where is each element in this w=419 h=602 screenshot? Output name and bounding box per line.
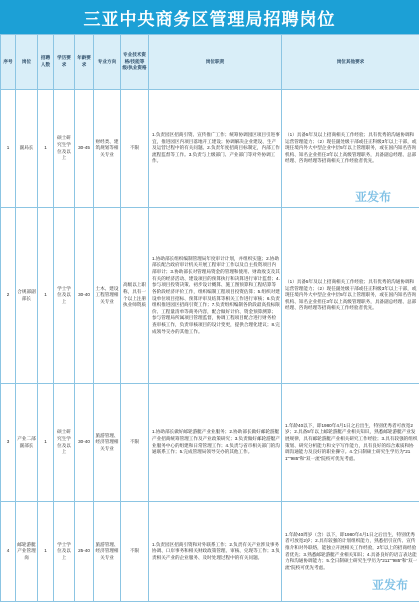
page-title: 三亚中央商务区管理局招聘岗位 — [0, 0, 419, 34]
cell-qualification: 高级以上职称，具有一个以上注册执业师资质 — [121, 208, 149, 384]
header-seq: 序号 — [1, 35, 16, 90]
table-header-row — [1, 35, 419, 90]
header-qualification: 专业技术资格/技能等级/执业资格 — [121, 35, 149, 90]
cell-age: 25-40 — [75, 502, 94, 602]
cell-count: 1 — [38, 384, 54, 502]
cell-position: 产业二部副部长 — [16, 384, 38, 502]
cell-requirements: （1）具备5年及以上招商相关工作经验；具有优秀的沟通协调和运营管理能力；（2）现任副处级干部或任正科级3年以上干部，或现任境内外大中型企业中层5年以上管理职务，或在国内知名咨询机构、知名企业担任3年以上高级管理职务，具备副总经理、总部经理、咨询经理等招商相关工作经验者优先。 — [282, 208, 419, 384]
cell-age: 30-40 — [75, 384, 94, 502]
cell-major: 土木、建设工程管理相关专业 — [94, 208, 121, 384]
cell-position: 合规部副部长 — [16, 208, 38, 384]
cell-major: 财经类、建筑规划等相关专业 — [94, 90, 121, 208]
cell-seq: 2 — [1, 208, 16, 384]
header-education: 学历要求 — [54, 35, 75, 90]
cell-education: 硕士研究生学位及以上 — [54, 90, 75, 208]
cell-requirements: （1）具备5年及以上招商相关工作经验；具有优秀的沟通协调和运营管理能力；（2）现任副处级干部或任正科级3年以上干部，或现任境内外大中型企业中层5年以上管理职务，或在国内知名咨询机构、知名企业担任3年以上高级管理职务，具备副总经理、总部经理、咨询经理等招商相关工作经验者优先。 — [282, 90, 419, 208]
cell-age: 30-45 — [75, 90, 94, 208]
cell-count: 1 — [38, 502, 54, 602]
header-position: 岗位 — [16, 35, 38, 90]
cell-qualification: 不限 — [121, 90, 149, 208]
cell-position: 副局长 — [16, 90, 38, 208]
cell-count: 1 — [38, 90, 54, 208]
cell-qualification: 不限 — [121, 502, 149, 602]
watermark-logo: 亚发布 — [372, 576, 408, 593]
cell-seq: 1 — [1, 90, 16, 208]
table-row — [1, 502, 419, 602]
cell-duties: 1.负责园区招商引资和对外联系工作；2.负责有关产业涉及事务协调、口岸事务和相关财政政策管理、审核、兑现等工作；3.负责相关产业的企业服务、及时处理过程中的有关问题。 — [149, 502, 282, 602]
table-row — [1, 384, 419, 502]
cell-seq: 3 — [1, 384, 16, 502]
cell-requirements: 1.年龄40周岁（含）以下，即1980年4月1日之后出生，特别优秀者可放宽2岁；2.具有较强的计划组织能力，熟悉招引宣传、宣传推介和对外联络，能独立开展相关工作经验，2年以上的招商经验者优先；3.熟悉邮轮游艇产业相关知识；4.具备良好的语言表达能力和沟通协调能力；5.全日制硕士研究生学历为“211”“985”和“双一流”院校可优先考虑。 — [282, 502, 419, 602]
cell-count: 1 — [38, 208, 54, 384]
cell-position: 邮轮游艇产业管理岗 — [16, 502, 38, 602]
cell-major: 旅游管理、经济管理相关专业 — [94, 384, 121, 502]
cell-qualification: 不限 — [121, 384, 149, 502]
cell-education: 学士学位及以上 — [54, 502, 75, 602]
cell-major: 旅游管理、经济管理相关专业 — [94, 502, 121, 602]
table-row — [1, 208, 419, 384]
header-age: 年龄要求 — [75, 35, 94, 90]
cell-education: 硕士研究生学位及以上 — [54, 384, 75, 502]
header-count: 招聘人数 — [38, 35, 54, 90]
cell-duties: 1.协助部长组织编制管理局年度审计计划，并组织实施；2.协助部长配合政府审计机关开展工程审计工作以及自主投资项目内部审计；3.协助部长对管理局资金的管理和使用、财政收支及其有关的经济活动、建设项目的预算执行和决算进行审计监督；4.参与项目投资决策、初步设计概算、施工图预算和工程结算等各阶段经济评价工作，组织编制工程项目投资估算；5.组织对建设单位项目招标、预算评审及结算等相关工作进行审核；6.负责组织推进园区招商引资工作；7.负责组织编制各阶段最高投标限价、工程量清单等商务内容，配合做好计价、资金预算测算；参与管理局所属项目管理监督，协调工程项目配合进行财务检查审核工作，负责审核项目的设计变更，提供合理化建议；8.完成领导交办的其他工作。 — [149, 208, 282, 384]
header-requirements: 岗位其他要求 — [282, 35, 419, 90]
cell-education: 学士学位及以上 — [54, 208, 75, 384]
cell-duties: 1.协助部长做好邮轮游艇产业业服务；2.协助部长做好邮轮游艇产业招商统筹管理工作及产业政策研究；3.负责做好邮轮游艇产业服务中心的组建和日常管理工作；4.负责与省市相关部门的沟通联系工作；5.完成管理局领导交办的其他工作。 — [149, 384, 282, 502]
recruitment-table — [0, 34, 419, 602]
watermark-logo: 亚发布 — [355, 188, 391, 205]
cell-requirements: 1.年龄40以下，即1980年4月1日之后出生，特别优秀者可放宽2岁；2.具备5年以上邮轮游艇产业相关知识，熟悉邮轮游艇产业发展规律，具有邮轮游艇产业相关研究工作经验；3.具有较强的组织策划、研究分析能力和文字写作能力，具有良好的综合素质和协调沟通能力及良好的职业操守。4.全日制硕士研究生学历为“211”“985”和“双一流”院校可优先考虑。 — [282, 384, 419, 502]
header-duties: 岗位职责 — [149, 35, 282, 90]
cell-age: 30-40 — [75, 208, 94, 384]
cell-seq: 4 — [1, 502, 16, 602]
header-major: 专业方向 — [94, 35, 121, 90]
cell-duties: 1.负责园区招商引资、宣传推广工作；统筹协调园区项目引进事宜，推进园区内项目落地开工建设；协调解决企业建设、生产及运营过程中的有关问题。2.负责年度招商目标制定，内部工作流程监督等工作。3.负责与上级部门、产业部门等对外协调工作。 — [149, 90, 282, 208]
